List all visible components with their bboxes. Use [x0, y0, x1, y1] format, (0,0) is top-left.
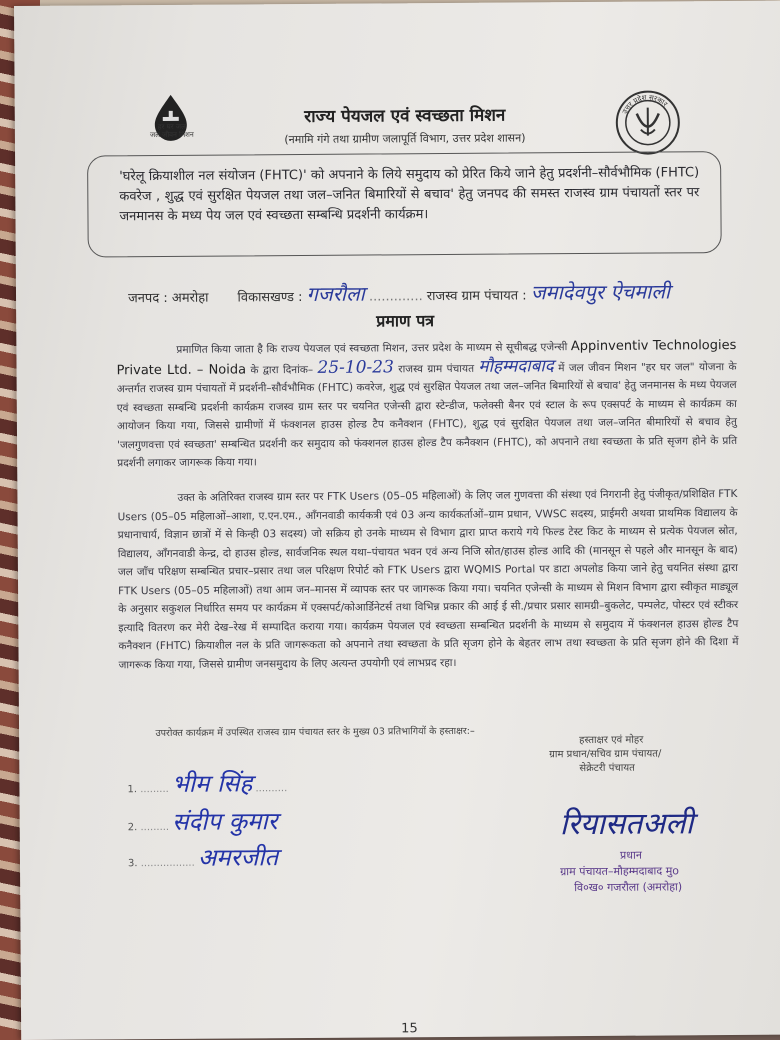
pradhan-line-2: ग्राम प्रधान/सचिव ग्राम पंचायत/: [549, 748, 662, 761]
stamp-line-3: वि०ख० गजरौला (अमरोहा): [574, 880, 683, 895]
page-number: 15: [401, 1021, 418, 1037]
block-label: विकासखण्ड :: [237, 289, 303, 306]
gram-panchayat-label: राजस्व ग्राम पंचायत :: [426, 288, 527, 305]
signatory-3-number: 3.: [127, 858, 138, 870]
agency-name: Appinventiv Technologies Private Ltd. – Noida: [116, 337, 737, 378]
signatory-2: 2. ......... संदीप कुमार: [127, 807, 278, 836]
har-ghar-jal-logo-icon: [145, 91, 197, 151]
district-value: अमरोहा: [171, 290, 209, 306]
paragraph-1-intro: प्रमाणित किया जाता है कि राज्य पेयजल एवं स्वच्छता मिशन, उत्तर प्रदेश के माध्यम से सूचीबद्ध एजेन्सी: [176, 341, 568, 356]
pradhan-stamp: [560, 847, 740, 896]
block-value: गजरौला: [306, 281, 365, 306]
paragraph-1-gp-label: राजस्व ग्राम पंचायत: [398, 362, 475, 375]
signatory-2-number: 2.: [127, 822, 138, 834]
district-label: जनपद :: [127, 290, 168, 307]
logo-caption-line1: हर घर जल: [157, 122, 186, 131]
mission-title: राज्य पेयजल एवं स्वच्छता मिशन: [304, 105, 506, 127]
emblem-text: उत्तर प्रदेश सरकार: [620, 93, 669, 116]
paragraph-1-body: में जल जीवन मिशन "हर घर जल" योजना के अन्तर्गत राजस्व ग्राम पंचायतों में प्रदर्शनी–सौर्वभौमिक (FHTC) कवरेज, शुद्ध एवं सुरक्षित पेयजल तथा जल–जनित बिमारियों से बचाव' हेतु जनमानस के मध्य पेयजल एवं स्वच्छता सम्बन्धि प्रदर्शनी कार्यक्रम राजस्व ग्राम स्तर पर चयनित एजेन्सी द्वारा स्टेन्डीज, फलेक्सी बैनर एवं स्टाल के रूप एक्सपर्ट के माध्यम से कार्यक्रम का आयोजन किया गया, जिससे ग्रामीणों में फंक्शनल हाउस होल्ड टैप कनैक्शन (FHTC), शुद्ध एवं सुरक्षित पेयजल तथा जल–जनित बीमारियों से बचाव हेतु 'जलगुणवत्ता एवं स्वच्छता' सम्बन्धित प्रदर्शनी कर समुदाय को फंक्शनल हाउस होल्ड टैप कनैक्शन (FHTC), को अपनाने तथा स्वच्छता के प्रति सृजग होने के प्रति प्रदर्शनी लगाकर जागरूक किया गया।: [116, 360, 738, 470]
signatories-heading: उपरोक्त कार्यक्रम में उपस्थित राजस्व ग्राम पंचायत स्तर के मुख्य 03 प्रतिभागियों के हस्ताक्षर:–: [155, 725, 475, 740]
certificate-paragraph-2: [117, 485, 738, 674]
signatory-1-signature: भीम सिंह: [171, 769, 253, 798]
signatory-3: 3. ................. अमरजीत: [127, 843, 279, 872]
gram-panchayat-value: जमादेवपुर ऐचमाली: [530, 279, 671, 305]
signatory-3-signature: अमरजीत: [197, 843, 279, 872]
svg-text:उत्तर प्रदेश सरकार: [621, 93, 669, 115]
certificate-title: प्रमाण पत्र: [376, 311, 435, 331]
logo-caption-line2: जल जीवन मिशन: [149, 130, 194, 140]
mission-subtitle: (नमामि गंगे तथा ग्रामीण जलापूर्ति विभाग, उत्तर प्रदेश शासन): [284, 131, 526, 147]
pradhan-line-1: हस्ताक्षर एवं मोहर: [579, 734, 644, 747]
stamp-line-1: प्रधान: [619, 848, 642, 862]
certificate-page: [14, 1, 780, 1040]
location-row: जनपद : अमरोहा विकासखण्ड : गजरौला ............. राजस्व ग्राम पंचायत : जमादेवपुर ऐचमाली: [127, 279, 671, 307]
stamp-line-2: ग्राम पंचायत–मौहम्मदाबाद मुo: [560, 864, 680, 879]
village-name: मौहम्मदाबाद: [478, 355, 554, 377]
pradhan-signature-block: [549, 733, 729, 776]
up-government-emblem-icon: [615, 89, 681, 155]
signatory-1-number: 1.: [127, 784, 138, 796]
paragraph-2-body: उक्त के अतिरिक्त राजस्व ग्राम स्तर पर FTK Users (05–05 महिलाओं) के लिए जल गुणवत्ता की संस्था एवं निगरानी हेतु पंजीकृत/प्रशिक्षित FTK Users (05–05 महिलाओं–आशा, ए.एन.एम., आँगनवाडी कार्यकत्री एवं 03 अन्य कार्यकर्ताओं–ग्राम प्रधान, VWSC सदस्य, प्राईमरी अथवा प्राथमिक विद्यालय के प्रधानाचार्य, विज्ञान छात्रों में से किन्ही 03 सदस्य) जो सक्रिय हो उनके माध्यम से विभाग द्वारा प्राप्त कराये गये फिल्ड टेस्ट किट के माध्यम से प्रत्येक पेयजल स्रोत, विद्यालय, आँगनवाडी केन्द्र, दो हाउस होल्ड, सार्वजनिक स्थल यथा–पंचायत भवन एवं अन्य निजि स्रोत/हाउस होल्ड आदि की (मानसून से पहले और मानसून के बाद) जल जाँच परिक्षण सम्बन्धित प्रचार–प्रसार तथा जल परिक्षण रिपोर्ट को FTK Users द्वारा WQMIS Portal पर डाटा अपलोड किया जाने हेतु चयनित संस्था द्वारा FTK Users (05–05 महिलाओं) तथा आम जन–मानस में व्यापक स्तर पर जागरूक किया गया। चयनित एजेन्सी के माध्यम से मिशन विभाग द्वारा स्वीकृत माड्यूल के अनुसार सकुशल निर्धारित समय पर कार्यक्रम में एक्सपर्ट/कोआर्डिनेटर्स तथा विभिन्न प्रकार की आई ई सी./प्रचार प्रसार सामग्री–बुकलेट, पम्पलेट, पोस्टर एवं स्टीकर इत्यादि वितरण कर मेरी देख–रेख में सम्पादित कराया गया। कार्यक्रम पेयजल एवं स्वच्छता सम्बन्धित प्रदर्शनी के माध्यम से समुदाय में फंक्शनल हाउस होल्ड टैप कनैक्शन (FHTC) क्रियाशील नल के प्रति जागरूकता को अपनाने तथा स्वच्छता के प्रति सृजग होने के बेहतर लाभ तथा स्वच्छता के प्रति सृजग होने की दिशा में जागरूक किया गया, जिससे ग्रामीण जनसमुदाय के लिए अत्यन्त उपयोगी एवं लाभप्रद रहा।: [117, 487, 739, 671]
pradhan-signature: रियासतअली: [559, 806, 694, 843]
signatory-1: 1. ......... भीम सिंह ..........: [127, 769, 288, 798]
logo-caption: [137, 123, 207, 139]
program-date: 25-10-23: [317, 356, 394, 378]
paragraph-1-date-label: के द्वारा दिनांक–: [250, 363, 314, 376]
program-banner-text: 'घरेलू क्रियाशील नल संयोजन (FHTC)' को अपनाने के लिये समुदाय को प्रेरित किये जाने हेतु प्रदर्शनी–सौर्वभौमिक (FHTC) कवरेज , शुद्ध एवं सुरक्षित पेयजल तथा जल–जनित बिमारियों से बचाव' हेतु जनपद की समस्त राजस्व ग्राम पंचायतों स्तर पर जनमानस के मध्य पेय जल एवं स्वच्छता सम्बन्धि प्रदर्शनी कार्यक्रम।: [119, 165, 700, 225]
certificate-paragraph-1: [116, 337, 737, 473]
pradhan-line-3: सेक्रेटरी पंचायत: [579, 762, 635, 775]
signatory-2-signature: संदीप कुमार: [172, 807, 278, 836]
